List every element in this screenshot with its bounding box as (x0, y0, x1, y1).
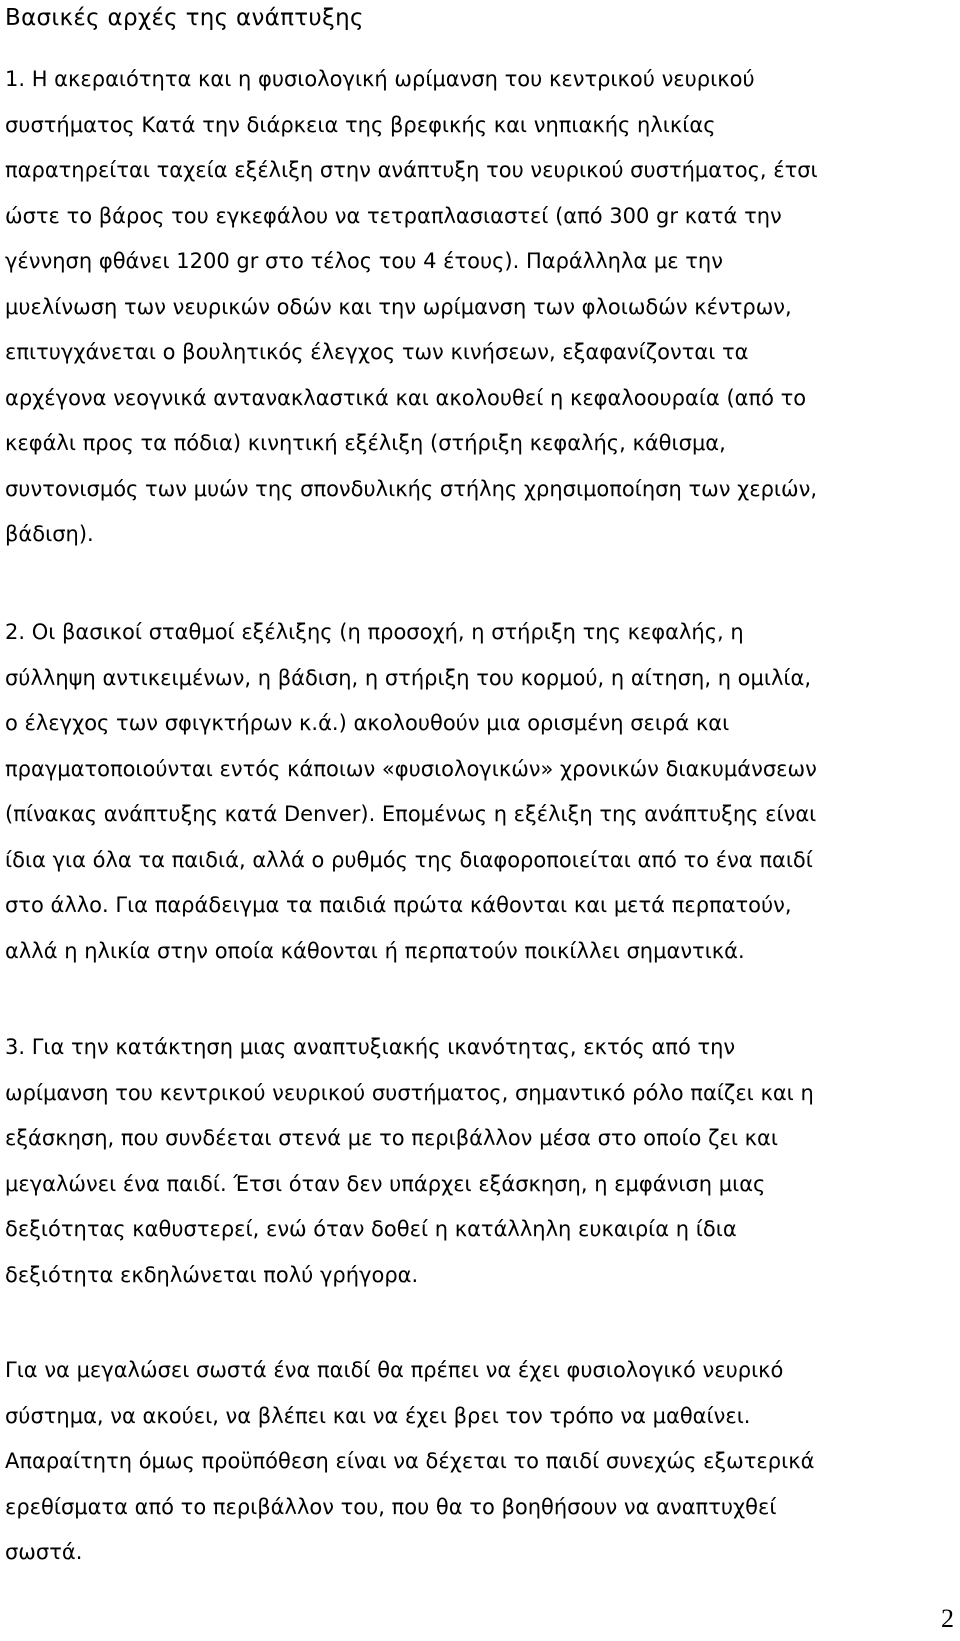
text-line: Για να μεγαλώσει σωστά ένα παιδί θα πρέπει να έχει φυσιολογικό νευρικό (5, 1358, 784, 1382)
text-line: γέννηση φθάνει 1200 gr στο τέλος του 4 έτους). Παράλληλα με την (5, 249, 723, 273)
page-title: Βασικές αρχές της ανάπτυξης (5, 5, 364, 31)
text-line: αλλά η ηλικία στην οποία κάθονται ή περπατούν ποικίλλει σημαντικά. (5, 938, 745, 963)
paragraph-4 (5, 1348, 814, 1576)
text-line: 3. Για την κατάκτηση μιας αναπτυξιακής ικανότητας, εκτός από την (5, 1035, 736, 1059)
text-line: κεφάλι προς τα πόδια) κινητική εξέλιξη (στήριξη κεφαλής, κάθισμα, (5, 431, 726, 455)
text-line: ωρίμανση του κεντρικού νευρικού συστήματος, σημαντικό ρόλο παίζει και η (5, 1080, 814, 1105)
text-line: (πίνακας ανάπτυξης κατά Denver). Επομένως η εξέλιξη της ανάπτυξης είναι (5, 802, 817, 826)
text-line: μυελίνωση των νευρικών οδών και την ωρίμανση των φλοιωδών κέντρων, (5, 294, 792, 319)
text-line: αρχέγονα νεογνικά αντανακλαστικά και ακολουθεί η κεφαλοουραία (από το (5, 385, 807, 410)
text-line: σύλληψη αντικειμένων, η βάδιση, η στήριξη του κορμού, η αίτηση, η ομιλία, (5, 665, 812, 690)
text-line: μεγαλώνει ένα παιδί. Έτσι όταν δεν υπάρχει εξάσκηση, η εμφάνιση μιας (5, 1171, 766, 1196)
text-line: 1. Η ακεραιότητα και η φυσιολογική ωρίμανση του κεντρικού νευρικού (5, 67, 755, 91)
text-line: 2. Οι βασικοί σταθμοί εξέλιξης (η προσοχή, η στήριξη της κεφαλής, η (5, 620, 744, 644)
text-line: σωστά. (5, 1540, 83, 1564)
text-line: ερεθίσματα από το περιβάλλον του, που θα το βοηθήσουν να αναπτυχθεί (5, 1494, 777, 1519)
text-line: παρατηρείται ταχεία εξέλιξη στην ανάπτυξη του νευρικού συστήματος, έτσι (5, 158, 818, 182)
text-line: δεξιότητα εκδηλώνεται πολύ γρήγορα. (5, 1262, 419, 1287)
text-line: εξάσκηση, που συνδέεται στενά με το περιβάλλον μέσα στο οποίο ζει και (5, 1126, 778, 1150)
text-line: πραγματοποιούνται εντός κάποιων «φυσιολογικών» χρονικών διακυμάνσεων (5, 756, 817, 781)
text-line: στο άλλο. Για παράδειγμα τα παιδιά πρώτα κάθονται και μετά περπατούν, (5, 893, 792, 917)
paragraph-1 (5, 57, 818, 558)
text-line: ίδια για όλα τα παιδιά, αλλά ο ρυθμός της διαφοροποιείται από το ένα παιδί (5, 847, 813, 872)
text-line: επιτυγχάνεται ο βουλητικός έλεγχος των κινήσεων, εξαφανίζονται τα (5, 340, 749, 364)
page-number: 2 (941, 1604, 954, 1633)
text-line: δεξιότητας καθυστερεί, ενώ όταν δοθεί η κατάλληλη ευκαιρία η ίδια (5, 1217, 737, 1241)
text-line: βάδιση). (5, 522, 94, 546)
paragraph-2 (5, 610, 817, 974)
text-line: Απαραίτητη όμως προϋπόθεση είναι να δέχεται το παιδί συνεχώς εξωτερικά (5, 1449, 815, 1473)
paragraph-3 (5, 1025, 814, 1298)
text-line: συστήματος Κατά την διάρκεια της βρεφικής και νηπιακής ηλικίας (5, 112, 716, 137)
text-line: συντονισμός των μυών της σπονδυλικής στήλης χρησιμοποίηση των χεριών, (5, 476, 818, 501)
text-line: ώστε το βάρος του εγκεφάλου να τετραπλασιαστεί (από 300 gr κατά την (5, 203, 782, 228)
text-line: ο έλεγχος των σφιγκτήρων κ.ά.) ακολουθούν μια ορισμένη σειρά και (5, 711, 730, 735)
text-line: σύστημα, να ακούει, να βλέπει και να έχει βρει τον τρόπο να μαθαίνει. (5, 1403, 751, 1428)
